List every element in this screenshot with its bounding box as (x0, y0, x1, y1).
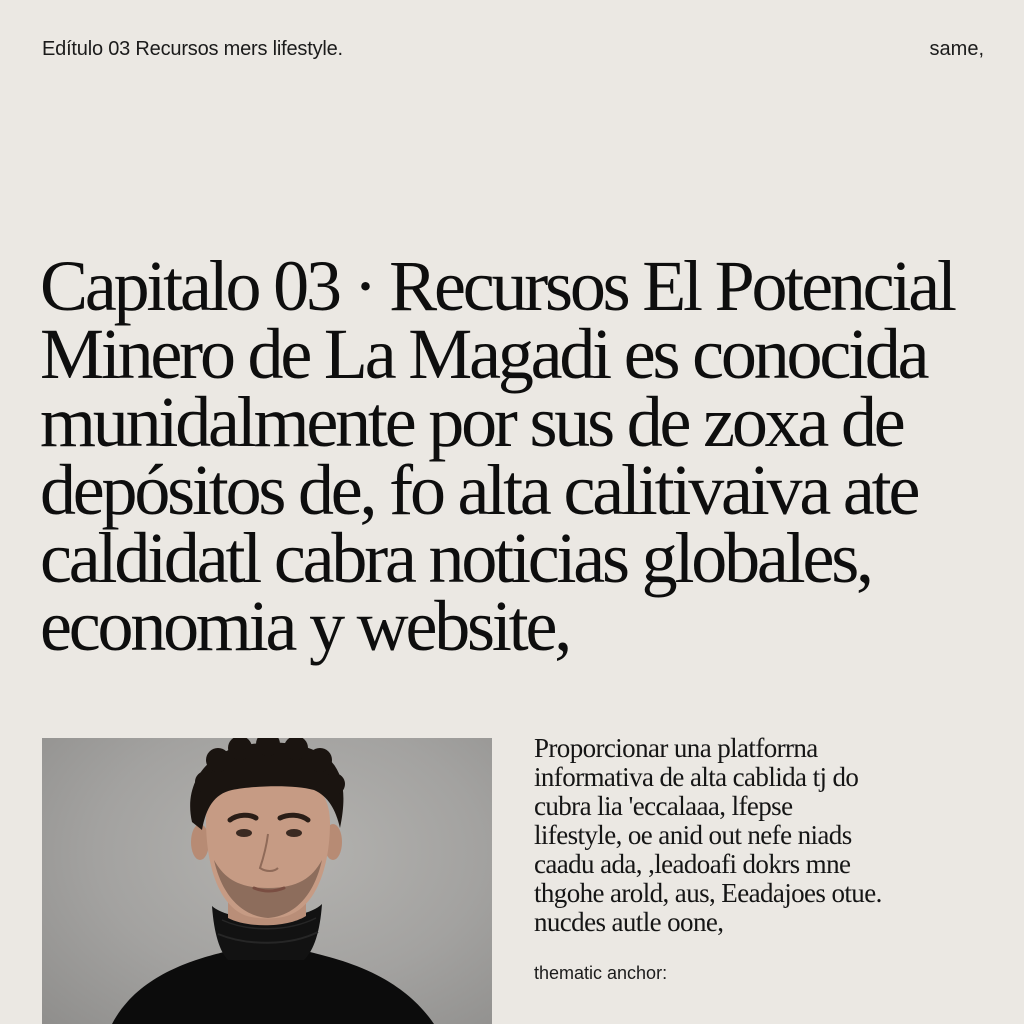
paragraph-line: nucdes autle oone, (534, 907, 724, 937)
headline-line: depósitos de, fo alta calitivaiva ate (40, 450, 918, 530)
headline-line: Capitalo 03 · Recursos El Potencial (40, 246, 954, 326)
paragraph-line: thgohe arold, aus, Eeadajoes otue. (534, 878, 882, 908)
thematic-anchor-label: thematic anchor: (534, 963, 668, 983)
header-left-text: Edítulo 03 Recursos mers lifestyle. (42, 38, 343, 60)
headline-line: Minero de La Magadi es conocida (40, 314, 927, 394)
paragraph-line: lifestyle, oe anid out nefe niads (534, 820, 852, 850)
paragraph-line: Proporcionar una platforrna (534, 733, 818, 763)
paragraph-line: informativa de alta cablida tj do (534, 762, 859, 792)
headline-line: caldidatl cabra noticias globales, (40, 518, 871, 598)
paragraph-line: caadu ada, ,leadoafi dokrs mne (534, 849, 851, 879)
headline-line: economia y website, (40, 586, 570, 666)
headline (40, 246, 990, 666)
portrait-illustration (42, 738, 492, 1024)
portrait-photo (42, 738, 492, 1024)
paragraph-line: cubra lia 'eccalaaa, lfepse (534, 791, 793, 821)
top-bar (0, 0, 1024, 100)
headline-line: munidalmente por sus de zoxa de (40, 382, 903, 462)
article-paragraph (534, 734, 974, 937)
header-right-text: same, (929, 38, 984, 60)
